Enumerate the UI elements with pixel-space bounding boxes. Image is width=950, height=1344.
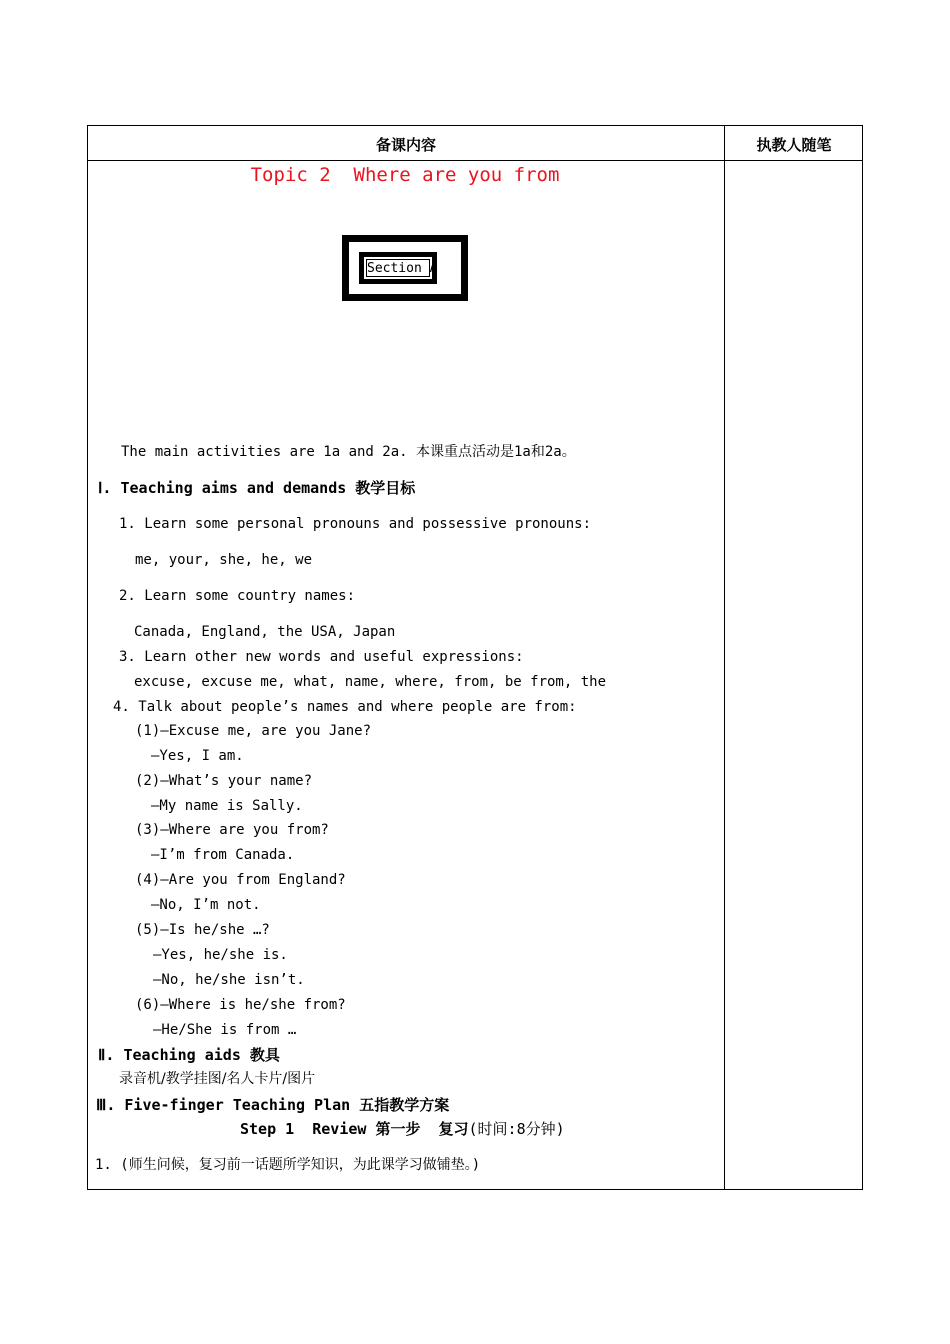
dialogue-line: (4)—Are you from England?	[135, 872, 346, 888]
column-divider	[724, 126, 725, 1189]
header-divider	[88, 160, 862, 161]
aim-item-4: 4. Talk about people’s names and where people are from:	[113, 699, 577, 715]
step-1-title: Step 1 Review 第一步 复习	[240, 1120, 469, 1138]
dialogue-line: —Yes, I am.	[151, 748, 244, 764]
teaching-aids-content: 录音机/教学挂图/名人卡片/图片	[119, 1071, 316, 1087]
dialogue-line: (2)—What’s your name?	[135, 773, 313, 789]
aim-item-2: 2. Learn some country names:	[119, 588, 356, 604]
dialogue-line: —I’m from Canada.	[151, 847, 295, 863]
dialogue-line: (6)—Where is he/she from?	[135, 997, 346, 1013]
section-box	[342, 235, 468, 301]
dialogue-line: —No, I’m not.	[151, 897, 261, 913]
header-content-label: 备课内容	[375, 136, 436, 154]
header-notes-label: 执教人随笔	[756, 136, 832, 154]
topic-title: Topic 2 Where are you from	[250, 164, 560, 186]
dialogue-line: —Yes, he/she is.	[153, 947, 288, 963]
dialogue-line: (3)—Where are you from?	[135, 822, 329, 838]
heading-teaching-aims: Ⅰ. Teaching aims and demands 教学目标	[98, 479, 416, 497]
aim-item-2-words: Canada, England, the USA, Japan	[134, 624, 396, 640]
aim-item-1: 1. Learn some personal pronouns and possessive pronouns:	[119, 516, 592, 532]
heading-five-finger-plan: Ⅲ. Five-finger Teaching Plan 五指教学方案	[96, 1096, 450, 1114]
step-1-note: 1. (师生问候，复习前一话题所学知识，为此课学习做铺垫。)	[95, 1157, 481, 1173]
step-1-line	[240, 1120, 565, 1138]
aim-item-3: 3. Learn other new words and useful expressions:	[119, 649, 524, 665]
dialogue-line: —My name is Sally.	[151, 798, 303, 814]
heading-teaching-aids: Ⅱ. Teaching aids 教具	[98, 1046, 280, 1064]
dialogue-line: (1)—Excuse me, are you Jane?	[135, 723, 372, 739]
step-1-time: (时间:8分钟)	[468, 1120, 565, 1138]
dialogue-line: —He/She is from …	[153, 1022, 297, 1038]
intro-text: The main activities are 1a and 2a. 本课重点活动是1a和2a。	[121, 444, 576, 460]
dialogue-line: (5)—Is he/she …?	[135, 922, 270, 938]
dialogue-line: —No, he/she isn’t.	[153, 972, 305, 988]
section-label: Section A	[367, 261, 438, 276]
aim-item-3-words: excuse, excuse me, what, name, where, from, be from, the	[134, 674, 607, 690]
aim-item-1-words: me, your, she, he, we	[135, 552, 313, 568]
